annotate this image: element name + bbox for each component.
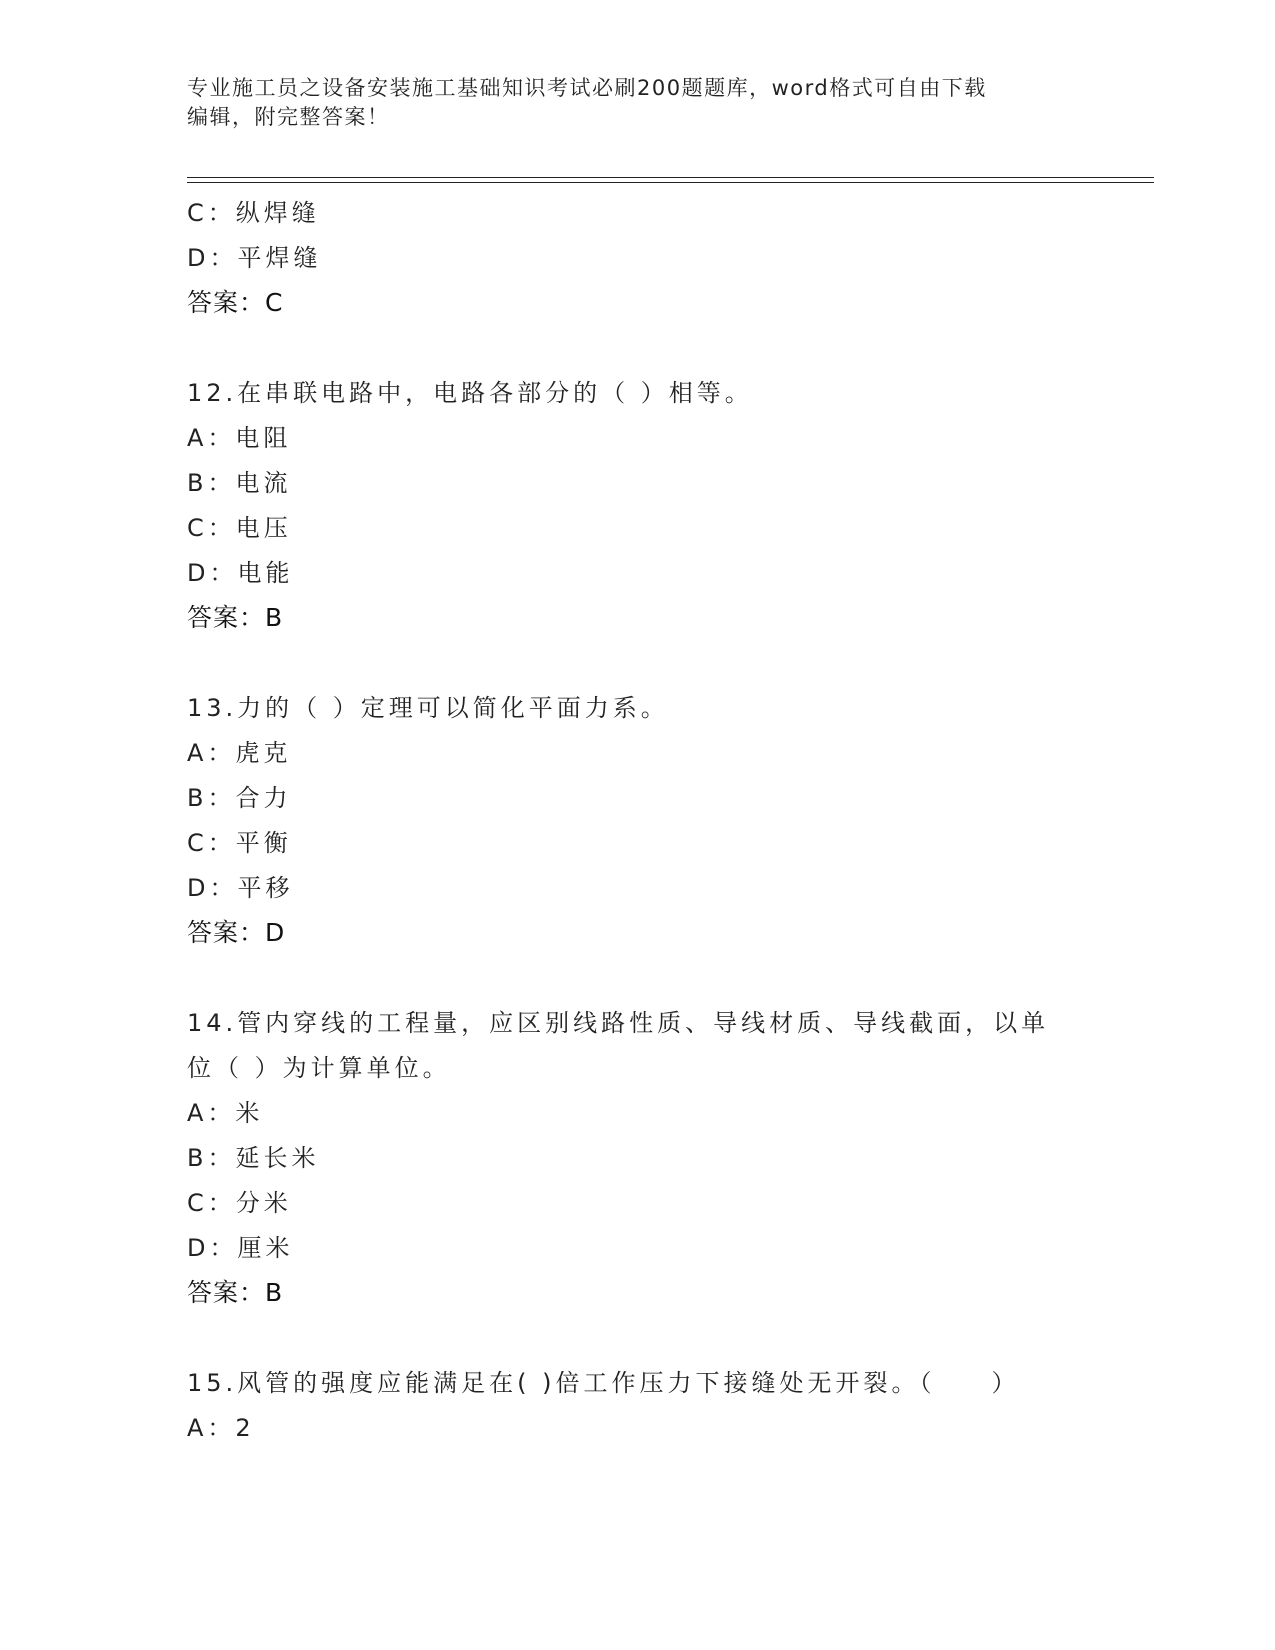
q12-option-d: D：电能 (187, 559, 294, 587)
q14-question-line-1: 14.管内穿线的工程量，应区别线路性质、导线材质、导线截面，以单 (187, 1009, 1050, 1037)
q12-option-a: A：电阻 (187, 424, 292, 452)
q11-answer: 答案：C (187, 288, 284, 317)
header-line-1: 专业施工员之设备安装施工基础知识考试必刷200题题库，word格式可自由下载 (187, 76, 987, 100)
q12-option-b: B：电流 (187, 469, 292, 497)
q15-option-a: A：2 (187, 1414, 255, 1442)
q13-option-d: D：平移 (187, 874, 294, 902)
q14-option-b: B：延长米 (187, 1144, 320, 1172)
q13-answer: 答案：D (187, 918, 286, 947)
q12-answer: 答案：B (187, 603, 284, 632)
q14-question-line-2: 位（ ）为计算单位。 (187, 1054, 451, 1082)
q11-option-c: C：纵焊缝 (187, 199, 320, 227)
q14-option-c: C：分米 (187, 1189, 292, 1217)
header-line-2: 编辑，附完整答案！ (187, 105, 390, 129)
q12-question: 12.在串联电路中，电路各部分的（ ）相等。 (187, 379, 753, 407)
header-divider-top (187, 177, 1154, 178)
q13-option-a: A：虎克 (187, 739, 292, 767)
q15-question: 15.风管的强度应能满足在( )倍工作压力下接缝处无开裂。（ ） (187, 1369, 1020, 1397)
q14-option-a: A：米 (187, 1099, 264, 1127)
q14-answer: 答案：B (187, 1278, 284, 1307)
q13-question: 13.力的（ ）定理可以简化平面力系。 (187, 694, 669, 722)
q14-option-d: D：厘米 (187, 1234, 294, 1262)
header-divider-bottom (187, 182, 1154, 183)
q11-option-d: D：平焊缝 (187, 244, 322, 272)
q13-option-b: B：合力 (187, 784, 292, 812)
q12-option-c: C：电压 (187, 514, 292, 542)
document-header (187, 74, 1087, 132)
q13-option-c: C：平衡 (187, 829, 292, 857)
